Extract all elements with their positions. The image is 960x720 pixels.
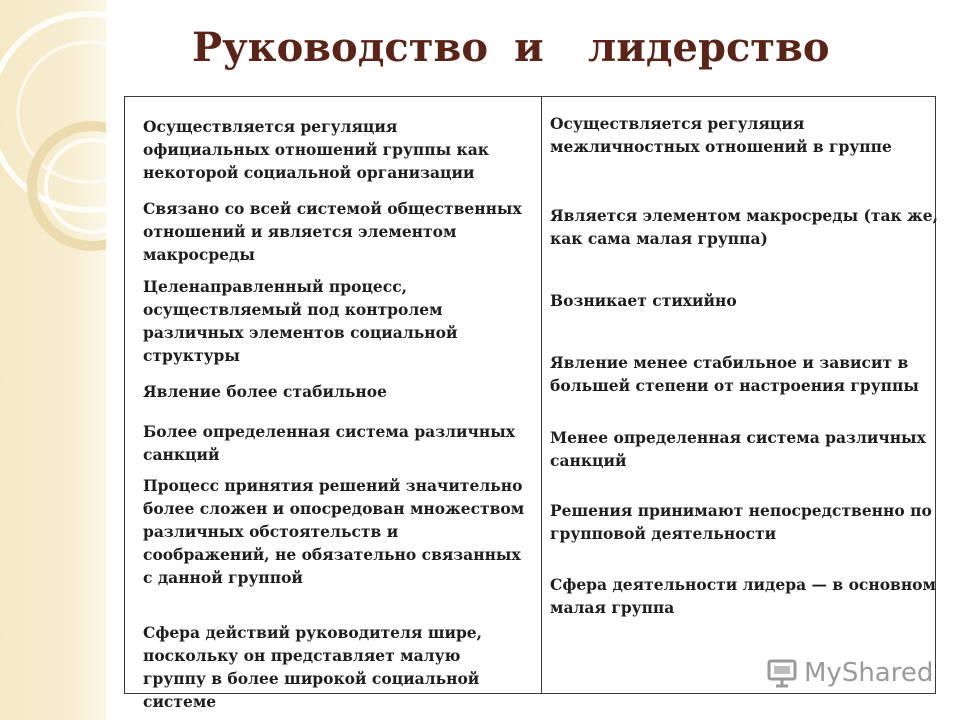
- right-cell-6: Решения принимают непосредственно по групповой деятельности: [550, 501, 932, 543]
- decorative-rings: [0, 0, 106, 720]
- right-cell-4: Явление менее стабильное и зависит в большей степени от настроения группы: [550, 353, 919, 395]
- column-divider: [541, 96, 542, 694]
- right-cell-2: Является элементом макросреды (так же, как сама малая группа): [550, 206, 939, 248]
- title-word-leadership: Руководство: [192, 24, 488, 71]
- presentation-board-icon: [766, 657, 798, 689]
- title-word-leading: лидерство: [588, 24, 830, 71]
- decorative-side-strip: [0, 0, 106, 720]
- left-cell-7: Сфера действий руководителя шире, поскольку он представляет малую группу в более широкой социальной системе: [143, 623, 483, 711]
- title-word-and: и: [514, 24, 544, 71]
- left-cell-5: Более определенная система различных санкций: [143, 422, 515, 464]
- right-cell-1: Осуществляется регуляция межличностных отношений в группе: [550, 114, 892, 156]
- right-cell-3: Возникает стихийно: [550, 291, 737, 310]
- left-cell-1: Осуществляется регуляция официальных отношений группы как некоторой социальной организации: [143, 117, 489, 182]
- watermark-text: MyShared: [804, 658, 934, 688]
- right-cell-7: Сфера деятельности лидера — в основном малая группа: [550, 575, 936, 617]
- left-cell-2: Связано со всей системой общественных отношений и является элементом макросреды: [143, 199, 522, 264]
- watermark: [766, 654, 936, 692]
- right-cell-5: Менее определенная система различных санкций: [550, 428, 926, 470]
- left-cell-3: Целенаправленный процесс, осуществляемый под контролем различных элементов социальной структуры: [143, 277, 458, 365]
- left-cell-6: Процесс принятия решений значительно более сложен и опосредован множеством различных обстоятельств и соображений, не обязательно связанных с данной группой: [143, 476, 525, 587]
- left-cell-4: Явление более стабильное: [143, 382, 387, 401]
